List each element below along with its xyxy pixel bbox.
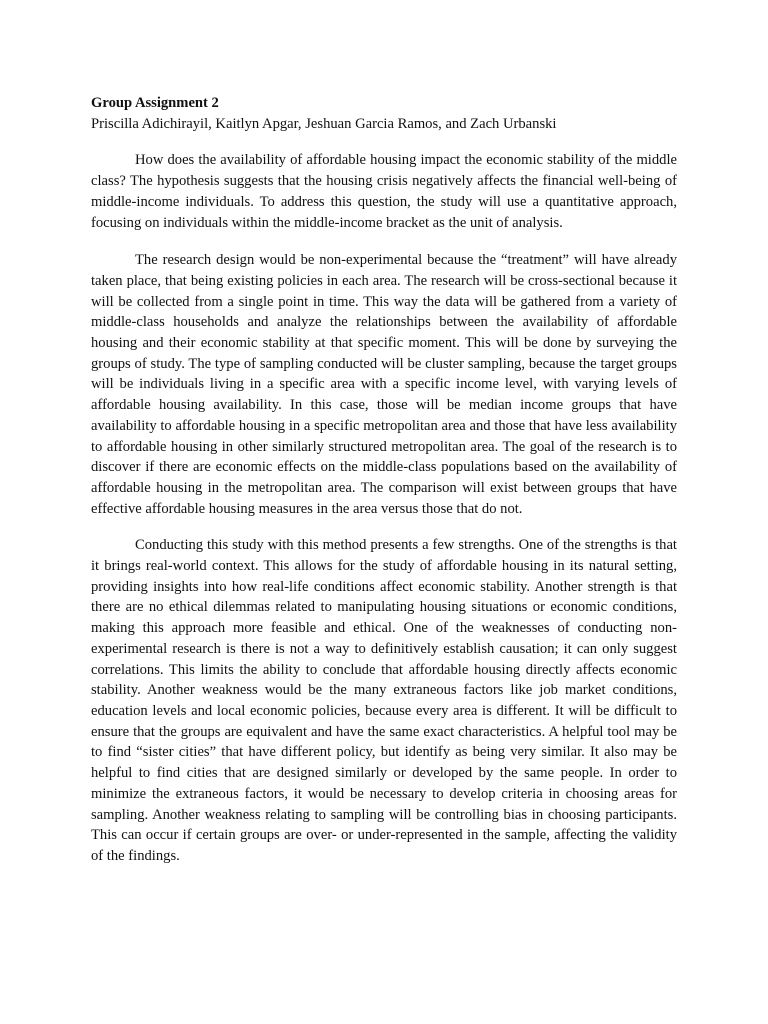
document-page: [91, 93, 677, 867]
paragraph-research-question: How does the availability of affordable housing impact the economic stability of the middle class? The hypothesis suggests that the housing crisis negatively affects the financial well-being of middle-income individuals. To address this question, the study will use a quantitative approach, focusing on individuals within the middle-income bracket as the unit of analysis.: [91, 152, 677, 231]
paragraph-strengths-weaknesses: Conducting this study with this method presents a few strengths. One of the strengths is that it brings real-world context. This allows for the study of affordable housing in its natural setting, providing insights into how real-life conditions affect economic stability. Another strength is that there are no ethical dilemmas related to manipulating housing situations or economic conditions, making this approach more feasible and ethical. One of the weaknesses of conducting non-experimental research is there is not a way to definitively establish causation; it can only suggest correlations. This limits the ability to conclude that affordable housing directly affects economic stability. Another weakness would be the many extraneous factors like job market conditions, education levels and local economic policies, because every area is different. It will be difficult to ensure that the groups are equivalent and have the same exact characteristics. A helpful tool may be to find “sister cities” that have different policy, but identify as being very similar. It also may be helpful to find cities that are designed similarly or developed by the same people. In order to minimize the extraneous factors, it would be necessary to develop criteria in choosing areas for sampling. Another weakness relating to sampling will be controlling bias in choosing participants. This can occur if certain groups are over- or under-represented in the sample, affecting the validity of the findings.: [91, 537, 677, 864]
paragraph-research-design: The research design would be non-experimental because the “treatment” will have already taken place, that being existing policies in each area. The research will be cross-sectional because it will be collected from a single point in time. This way the data will be gathered from a variety of middle-class households and analyze the relationships between the availability of affordable housing and their economic stability at that specific moment. This will be done by surveying the groups of study. The type of sampling conducted will be cluster sampling, because the target groups will be individuals living in a specific area with a specific income level, with varying levels of affordable housing availability. In this case, those will be median income groups that have availability to affordable housing in a specific metropolitan area and those that have less availability to affordable housing in other similarly structured metropolitan area. The goal of the research is to discover if there are economic effects on the middle-class populations based on the availability of affordable housing in the metropolitan area. The comparison will exist between groups that have effective affordable housing measures in the area versus those that do not.: [91, 252, 677, 517]
document-title: Group Assignment 2: [91, 95, 219, 111]
document-authors: Priscilla Adichirayil, Kaitlyn Apgar, Jeshuan Garcia Ramos, and Zach Urbanski: [91, 115, 557, 132]
